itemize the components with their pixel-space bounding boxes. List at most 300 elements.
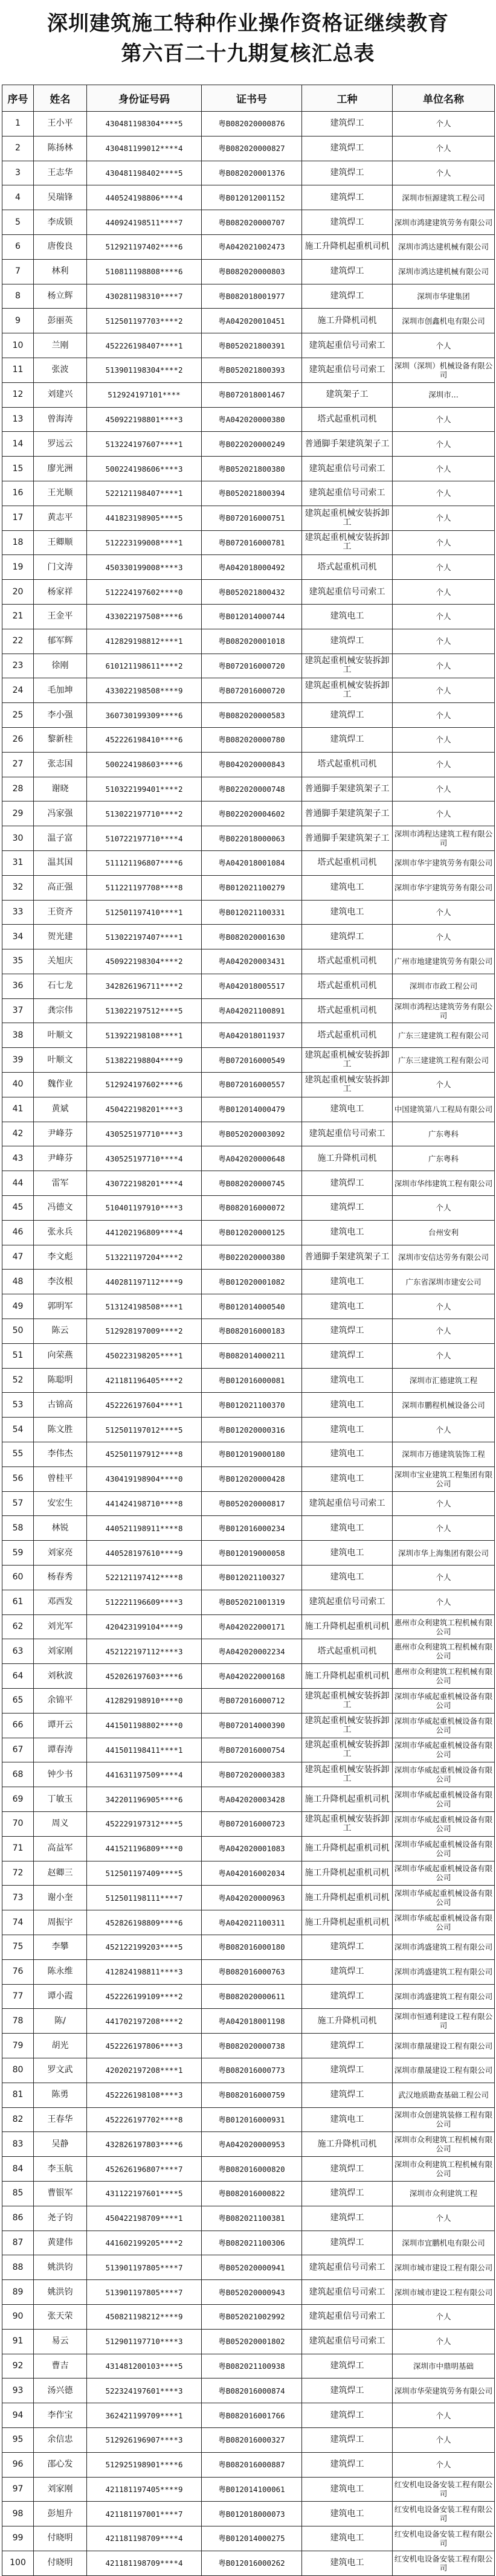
- table-row: [2, 1171, 495, 1196]
- table-row: [2, 1614, 495, 1639]
- table-row: [2, 2083, 495, 2107]
- table-row: [2, 1787, 495, 1812]
- table-row: [2, 555, 495, 580]
- table-row: [2, 1196, 495, 1221]
- cell-trade: 建筑起重信号司索工: [302, 1122, 393, 1146]
- cell-name: 古锦高: [34, 1393, 87, 1418]
- cell-trade: 施工升降机司机: [302, 309, 393, 333]
- cell-certificate: 粤B022020000249: [202, 432, 302, 457]
- cell-index: 24: [2, 678, 34, 703]
- cell-index: 78: [2, 2009, 34, 2034]
- cell-index: 55: [2, 1442, 34, 1467]
- table-row: [2, 506, 495, 530]
- cell-unit: 深圳市市政工程公司: [393, 974, 495, 998]
- cell-trade: 建筑起重信号司索工: [302, 1491, 393, 1516]
- table-row: [2, 2452, 495, 2477]
- cell-trade: 建筑焊工: [302, 925, 393, 949]
- cell-certificate: 粤B022018000063: [202, 826, 302, 851]
- cell-index: 62: [2, 1614, 34, 1639]
- cell-unit: 个人: [393, 654, 495, 678]
- cell-trade: 普通脚手架建筑架子工: [302, 801, 393, 826]
- cell-index: 84: [2, 2157, 34, 2182]
- cell-id-number: 512224197602****0: [87, 580, 202, 605]
- cell-name: 罗远云: [34, 432, 87, 457]
- cell-id-number: 360730199309****6: [87, 703, 202, 728]
- cell-trade: 建筑焊工: [302, 2058, 393, 2083]
- cell-certificate: 粤A042018001198: [202, 2009, 302, 2034]
- cell-unit: 个人: [393, 2329, 495, 2354]
- cell-unit: 个人: [393, 555, 495, 580]
- page-title-line1: 深圳建筑施工特种作业操作资格证继续教育: [47, 11, 449, 36]
- table-row: [2, 1294, 495, 1319]
- cell-index: 8: [2, 284, 34, 309]
- cell-unit: 广东省深圳市建安公司: [393, 1270, 495, 1294]
- cell-certificate: 粤B082020000827: [202, 136, 302, 161]
- cell-id-number: 512928197009****2: [87, 1319, 202, 1344]
- cell-name: 姚洪钧: [34, 2280, 87, 2305]
- cell-unit: 个人: [393, 1073, 495, 1097]
- cell-index: 86: [2, 2206, 34, 2231]
- cell-certificate: 粤B022020000380: [202, 1245, 302, 1270]
- cell-name: 郁军辉: [34, 629, 87, 654]
- cell-id-number: 440528197610****9: [87, 1541, 202, 1566]
- table-row: [2, 801, 495, 826]
- cell-unit: 个人: [393, 1418, 495, 1442]
- cell-name: 王光顺: [34, 481, 87, 506]
- table-row: [2, 1418, 495, 1442]
- cell-unit: 个人: [393, 629, 495, 654]
- cell-trade: 建筑电工: [302, 1097, 393, 1122]
- cell-index: 100: [2, 2551, 34, 2575]
- cell-certificate: 粤B072016000557: [202, 1073, 302, 1097]
- cell-certificate: 粤B012016000081: [202, 1368, 302, 1393]
- cell-name: 曹吉: [34, 2354, 87, 2378]
- cell-name: 冯德文: [34, 1196, 87, 1221]
- cell-index: 50: [2, 1319, 34, 1344]
- cell-unit: 深圳市华上海集团有限公司: [393, 1541, 495, 1566]
- cell-unit: 深圳市华宇建筑劳务有限公司: [393, 850, 495, 875]
- cell-certificate: 粤B082016000822: [202, 2181, 302, 2206]
- cell-unit: 深圳市众创建筑装修工程有限公司: [393, 2107, 495, 2132]
- table-row: [2, 1073, 495, 1097]
- cell-unit: 个人: [393, 2304, 495, 2329]
- cell-unit: 深圳市...: [393, 382, 495, 407]
- cell-index: 19: [2, 555, 34, 580]
- cell-index: 34: [2, 925, 34, 949]
- cell-name: 叶顺文: [34, 1023, 87, 1048]
- cell-name: 易云: [34, 2329, 87, 2354]
- cell-name: 黎新桂: [34, 727, 87, 752]
- cell-id-number: 500224198606****3: [87, 457, 202, 481]
- table-row: [2, 678, 495, 703]
- cell-certificate: 粤B012014000540: [202, 1294, 302, 1319]
- cell-certificate: 粤B082021100306: [202, 2231, 302, 2255]
- cell-id-number: 513901197805****7: [87, 2255, 202, 2280]
- cell-certificate: 粤B052021001319: [202, 1590, 302, 1614]
- cell-unit: 台州安利: [393, 1220, 495, 1245]
- cell-unit: 深圳市华宇建筑劳务有限公司: [393, 875, 495, 900]
- cell-unit: 深圳市中鼎明基础: [393, 2354, 495, 2378]
- cell-id-number: 431481200103****5: [87, 2354, 202, 2378]
- cell-name: 李攀: [34, 1935, 87, 1959]
- cell-unit: 个人: [393, 2206, 495, 2231]
- cell-index: 22: [2, 629, 34, 654]
- cell-id-number: 511121196807****6: [87, 850, 202, 875]
- table-row: [2, 1590, 495, 1614]
- cell-name: 李汝根: [34, 1270, 87, 1294]
- table-row: [2, 2304, 495, 2329]
- cell-name: 赵卿三: [34, 1861, 87, 1886]
- cell-trade: 建筑起重机械安装拆卸工: [302, 1073, 393, 1097]
- table-row: [2, 1861, 495, 1886]
- cell-id-number: 431122197601****5: [87, 2181, 202, 2206]
- cell-name: 魏作业: [34, 1073, 87, 1097]
- cell-id-number: 513901198304****2: [87, 358, 202, 382]
- cell-unit: 深圳市华威起重机械设备有限公司: [393, 1886, 495, 1910]
- cell-trade: 建筑电工: [302, 1393, 393, 1418]
- cell-unit: 个人: [393, 900, 495, 925]
- table-row: [2, 752, 495, 777]
- cell-trade: 建筑电工: [302, 2551, 393, 2575]
- cell-certificate: 粤B082020000611: [202, 1984, 302, 2009]
- table-row: [2, 2206, 495, 2231]
- cell-certificate: 粤B082016001766: [202, 2403, 302, 2428]
- cell-id-number: 512924197101****: [87, 382, 202, 407]
- cell-name: 张天荣: [34, 2304, 87, 2329]
- col-header-certificate: 证书号: [202, 85, 302, 112]
- cell-trade: 建筑电工: [302, 1466, 393, 1491]
- cell-certificate: 粤B052020003092: [202, 1122, 302, 1146]
- cell-id-number: 440281197112****9: [87, 1270, 202, 1294]
- table-row: [2, 2378, 495, 2403]
- cell-name: 余信忠: [34, 2427, 87, 2452]
- cell-trade: 建筑起重机械安装拆卸工: [302, 1713, 393, 1738]
- cell-trade: 建筑架子工: [302, 382, 393, 407]
- table-row: [2, 629, 495, 654]
- cell-trade: 建筑焊工: [302, 727, 393, 752]
- table-row: [2, 2107, 495, 2132]
- table-row: [2, 1048, 495, 1073]
- cell-trade: 建筑焊工: [302, 2378, 393, 2403]
- cell-unit: 广东粤科: [393, 1122, 495, 1146]
- table-row: [2, 2157, 495, 2182]
- cell-trade: 塔式起重机司机: [302, 949, 393, 974]
- cell-name: 廖光洲: [34, 457, 87, 481]
- cell-index: 39: [2, 1048, 34, 1073]
- table-row: [2, 1491, 495, 1516]
- cell-trade: 建筑起重机械安装拆卸工: [302, 530, 393, 555]
- page-title-line2: 第六百二十九期复核汇总表: [121, 42, 375, 66]
- cell-certificate: 粤B072020000383: [202, 1762, 302, 1787]
- cell-index: 31: [2, 850, 34, 875]
- cell-index: 11: [2, 358, 34, 382]
- table-row: [2, 2280, 495, 2305]
- cell-certificate: 粤B082016000820: [202, 2157, 302, 2182]
- cell-index: 15: [2, 457, 34, 481]
- cell-certificate: 粤B082020000876: [202, 112, 302, 137]
- cell-id-number: 441631197509****4: [87, 1762, 202, 1787]
- cell-id-number: 512221196609****3: [87, 1590, 202, 1614]
- cell-name: 林利: [34, 259, 87, 284]
- cell-unit: 个人: [393, 1516, 495, 1541]
- cell-index: 37: [2, 998, 34, 1023]
- cell-name: 刘建兴: [34, 382, 87, 407]
- cell-certificate: 粤B012014000744: [202, 604, 302, 629]
- cell-name: 张志国: [34, 752, 87, 777]
- cell-index: 43: [2, 1146, 34, 1171]
- col-header-id-number: 身份证号码: [87, 85, 202, 112]
- table-row: [2, 1368, 495, 1393]
- cell-name: 邵心发: [34, 2452, 87, 2477]
- cell-trade: 建筑焊工: [302, 1319, 393, 1344]
- cell-name: 雷军: [34, 1171, 87, 1196]
- cell-certificate: 粤B082020000745: [202, 1171, 302, 1196]
- cell-unit: 红安机电设备安装工程有限公司: [393, 2551, 495, 2575]
- cell-name: 彭丽英: [34, 309, 87, 333]
- cell-unit: 深圳市鼎晟建设工程有限公司: [393, 2034, 495, 2058]
- cell-name: 陈云: [34, 1319, 87, 1344]
- cell-name: 余锦平: [34, 1689, 87, 1714]
- cell-certificate: 粤B082020000803: [202, 259, 302, 284]
- cell-trade: 建筑电工: [302, 2526, 393, 2551]
- cell-name: 黄建伟: [34, 2231, 87, 2255]
- table-row: [2, 309, 495, 333]
- cell-name: 陈扬林: [34, 136, 87, 161]
- cell-index: 98: [2, 2502, 34, 2526]
- cell-id-number: 430481198304****5: [87, 112, 202, 137]
- cell-id-number: 522324197601****3: [87, 2378, 202, 2403]
- cell-certificate: 粤B052020000941: [202, 2255, 302, 2280]
- cell-unit: 广东三建建筑工程有限公司: [393, 1023, 495, 1048]
- table-row: [2, 974, 495, 998]
- cell-index: 67: [2, 1738, 34, 1762]
- cell-id-number: 452122199203****5: [87, 1935, 202, 1959]
- cell-unit: 个人: [393, 136, 495, 161]
- cell-id-number: 512501197410****1: [87, 900, 202, 925]
- cell-certificate: 粤A042018011937: [202, 1023, 302, 1048]
- cell-index: 95: [2, 2427, 34, 2452]
- cell-id-number: 512901197710****3: [87, 2329, 202, 2354]
- table-row: [2, 1146, 495, 1171]
- cell-unit: 深圳市鸿达建机械有限公司: [393, 259, 495, 284]
- cell-unit: 深圳市鸿程达建筑工程有限公司: [393, 826, 495, 851]
- cell-id-number: 452122197112****3: [87, 1639, 202, 1664]
- cell-certificate: 粤B082016000180: [202, 1935, 302, 1959]
- table-row: [2, 998, 495, 1023]
- cell-certificate: 粤B012014100061: [202, 2477, 302, 2502]
- cell-name: 李玉航: [34, 2157, 87, 2182]
- cell-trade: 塔式起重机司机: [302, 407, 393, 432]
- cell-unit: 个人: [393, 1196, 495, 1221]
- cell-certificate: 粤B072016000549: [202, 1048, 302, 1073]
- cell-trade: 建筑焊工: [302, 1959, 393, 1984]
- table-row: [2, 2526, 495, 2551]
- cell-certificate: 粤B082020001018: [202, 629, 302, 654]
- cell-id-number: 513022197512****5: [87, 998, 202, 1023]
- cell-id-number: 512926196907****3: [87, 2427, 202, 2452]
- cell-name: 汤兴德: [34, 2378, 87, 2403]
- cell-unit: 个人: [393, 457, 495, 481]
- cell-certificate: 粤A042016002034: [202, 1861, 302, 1886]
- table-row: [2, 777, 495, 801]
- cell-certificate: 粤B082016000763: [202, 1959, 302, 1984]
- table-row: [2, 2181, 495, 2206]
- cell-certificate: 粤B012016000234: [202, 1516, 302, 1541]
- cell-certificate: 粤A042020010451: [202, 309, 302, 333]
- cell-certificate: 粤A042020003431: [202, 949, 302, 974]
- cell-name: 李文彪: [34, 1245, 87, 1270]
- cell-index: 51: [2, 1343, 34, 1368]
- cell-id-number: 452229197312****5: [87, 1811, 202, 1836]
- cell-index: 87: [2, 2231, 34, 2255]
- cell-id-number: 420423199104****9: [87, 1614, 202, 1639]
- cell-certificate: 粤A042018000492: [202, 555, 302, 580]
- table-row: [2, 580, 495, 605]
- cell-id-number: 421181197001****7: [87, 2502, 202, 2526]
- table-row: [2, 1319, 495, 1344]
- cell-index: 25: [2, 703, 34, 728]
- cell-id-number: 452626196807****7: [87, 2157, 202, 2182]
- cell-unit: 深圳（深圳）机械设备有限公司: [393, 358, 495, 382]
- cell-certificate: 粤B072016000723: [202, 1811, 302, 1836]
- cell-name: 谭小霞: [34, 1984, 87, 2009]
- cell-trade: 建筑焊工: [302, 2403, 393, 2428]
- cell-name: 高正强: [34, 875, 87, 900]
- cell-name: 石七龙: [34, 974, 87, 998]
- cell-name: 王志华: [34, 161, 87, 185]
- cell-certificate: 粤A042020003428: [202, 1787, 302, 1812]
- cell-name: 陈/: [34, 2009, 87, 2034]
- cell-certificate: 粤A042020002234: [202, 1639, 302, 1664]
- table-row: [2, 1343, 495, 1368]
- cell-unit: 广州市地建建筑劳务有限公司: [393, 949, 495, 974]
- cell-unit: 深圳市华威起重机械设备有限公司: [393, 1811, 495, 1836]
- cell-unit: 深圳市恒源建筑工程公司: [393, 185, 495, 210]
- cell-id-number: 362421199709****1: [87, 2403, 202, 2428]
- cell-trade: 建筑电工: [302, 1566, 393, 1590]
- cell-index: 28: [2, 777, 34, 801]
- cell-certificate: 粤A042020000963: [202, 1886, 302, 1910]
- cell-name: 黄志平: [34, 506, 87, 530]
- cell-name: 谭开云: [34, 1713, 87, 1738]
- cell-unit: 深圳市华威起重机械设备有限公司: [393, 1787, 495, 1812]
- cell-name: 王卿顺: [34, 530, 87, 555]
- cell-certificate: 粤B072016000720: [202, 678, 302, 703]
- cell-name: 刘光军: [34, 1614, 87, 1639]
- cell-trade: 建筑电工: [302, 1442, 393, 1467]
- cell-index: 82: [2, 2107, 34, 2132]
- cell-id-number: 510722197710****4: [87, 826, 202, 851]
- cell-index: 4: [2, 185, 34, 210]
- cell-trade: 建筑起重信号司索工: [302, 2280, 393, 2305]
- table-row: [2, 1442, 495, 1467]
- cell-unit: 个人: [393, 2403, 495, 2428]
- cell-unit: 个人: [393, 777, 495, 801]
- cell-unit: 深圳市华威起重机械设备有限公司: [393, 1762, 495, 1787]
- cell-id-number: 430481198402****5: [87, 161, 202, 185]
- table-row: [2, 2231, 495, 2255]
- cell-name: 丁敏玉: [34, 1787, 87, 1812]
- cell-name: 尹峰芬: [34, 1122, 87, 1146]
- cell-trade: 建筑电工: [302, 1418, 393, 1442]
- table-row: [2, 703, 495, 728]
- cell-trade: 建筑焊工: [302, 284, 393, 309]
- cell-certificate: 粤B082020000738: [202, 2034, 302, 2058]
- cell-name: 李伟杰: [34, 1442, 87, 1467]
- cell-index: 18: [2, 530, 34, 555]
- table-row: [2, 1959, 495, 1984]
- cell-trade: 施工升降机司机: [302, 1146, 393, 1171]
- cell-id-number: 420202197208****1: [87, 2058, 202, 2083]
- table-row: [2, 1811, 495, 1836]
- cell-id-number: 440924198511****7: [87, 210, 202, 235]
- cell-unit: 个人: [393, 161, 495, 185]
- cell-unit: 武汉地质勘查基础工程公司: [393, 2083, 495, 2107]
- cell-index: 90: [2, 2304, 34, 2329]
- cell-id-number: 510811198808****6: [87, 259, 202, 284]
- cell-name: 陈永维: [34, 1959, 87, 1984]
- cell-trade: 建筑焊工: [302, 112, 393, 137]
- cell-id-number: 452226197604****1: [87, 1393, 202, 1418]
- cell-index: 80: [2, 2058, 34, 2083]
- cell-unit: 个人: [393, 703, 495, 728]
- cell-unit: 深圳市城市建设工程有限公司: [393, 2255, 495, 2280]
- cell-id-number: 450422198709****1: [87, 2206, 202, 2231]
- cell-certificate: 粤B082016000874: [202, 2378, 302, 2403]
- cell-trade: 建筑起重机械安装拆卸工: [302, 1689, 393, 1714]
- table-row: [2, 432, 495, 457]
- cell-certificate: 粤B082020000780: [202, 727, 302, 752]
- cell-certificate: 粤B072016000751: [202, 506, 302, 530]
- cell-id-number: 452226197702****8: [87, 2107, 202, 2132]
- cell-trade: 建筑焊工: [302, 259, 393, 284]
- cell-index: 35: [2, 949, 34, 974]
- cell-unit: 个人: [393, 1491, 495, 1516]
- cell-index: 99: [2, 2526, 34, 2551]
- cell-id-number: 430525197710****3: [87, 1122, 202, 1146]
- cell-index: 58: [2, 1516, 34, 1541]
- table-row: [2, 826, 495, 851]
- cell-unit: 个人: [393, 2452, 495, 2477]
- cell-unit: 个人: [393, 801, 495, 826]
- table-row: [2, 2034, 495, 2058]
- table-row: [2, 1566, 495, 1590]
- cell-id-number: 441602199205****2: [87, 2231, 202, 2255]
- cell-id-number: 433022197508****6: [87, 604, 202, 629]
- cell-id-number: 452226199109****2: [87, 1984, 202, 2009]
- cell-trade: 施工升降机起重机司机: [302, 1910, 393, 1935]
- cell-unit: 深圳市鸿盛建筑工程有限公司: [393, 1935, 495, 1959]
- cell-name: 谢小奎: [34, 1886, 87, 1910]
- cell-name: 曹银军: [34, 2181, 87, 2206]
- cell-id-number: 522121198407****1: [87, 481, 202, 506]
- cell-name: 徐刚: [34, 654, 87, 678]
- cell-trade: 建筑起重信号司索工: [302, 457, 393, 481]
- cell-id-number: 512501197409****5: [87, 1861, 202, 1886]
- cell-name: 付晓明: [34, 2551, 87, 2575]
- cell-index: 44: [2, 1171, 34, 1196]
- cell-name: 冯家强: [34, 801, 87, 826]
- cell-name: 付晓明: [34, 2526, 87, 2551]
- cell-name: 尧子钧: [34, 2206, 87, 2231]
- table-row: [2, 358, 495, 382]
- cell-id-number: 513922198108****1: [87, 1023, 202, 1048]
- cell-certificate: 粤B072018001467: [202, 382, 302, 407]
- cell-unit: 深圳市鸿程达建筑劳务有限公司: [393, 998, 495, 1023]
- cell-index: 9: [2, 309, 34, 333]
- cell-name: 周振宇: [34, 1910, 87, 1935]
- cell-certificate: 粤B012014000275: [202, 2526, 302, 2551]
